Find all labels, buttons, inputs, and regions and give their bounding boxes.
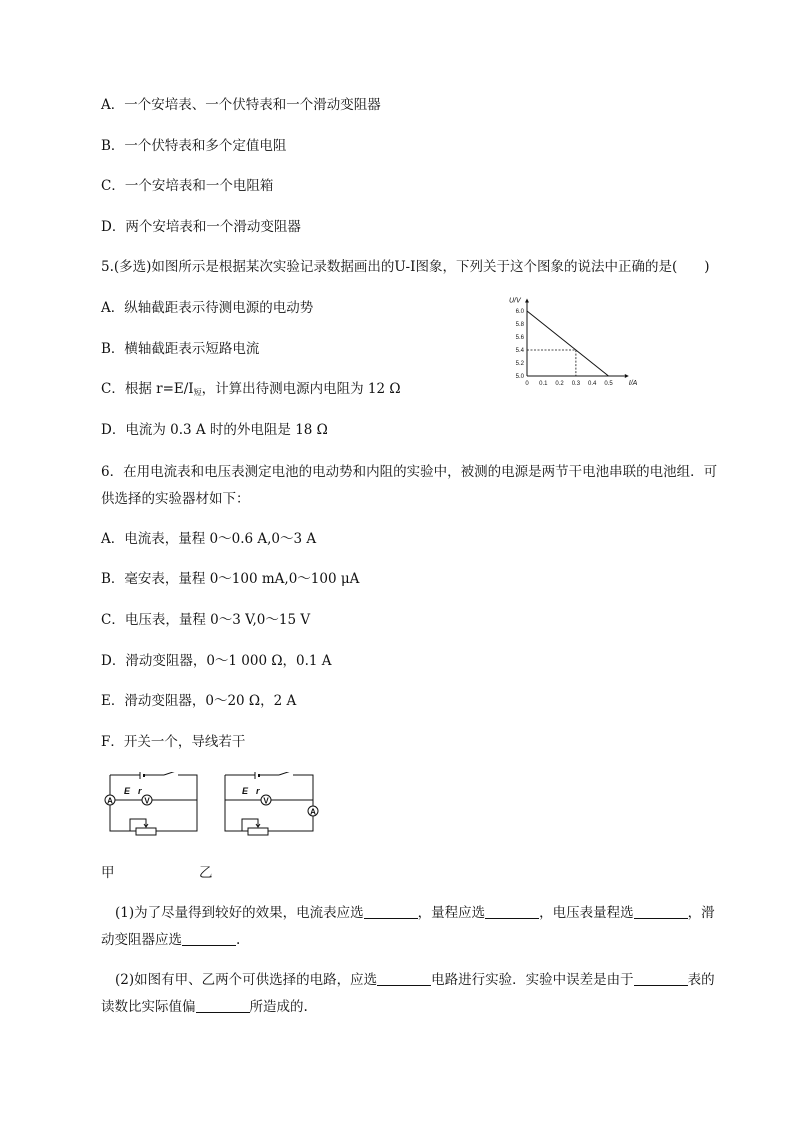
x-tick-label: 0.1	[539, 381, 548, 387]
y-tick-label: 5.8	[515, 322, 524, 328]
q6-part1-text-2: ，量程应选	[417, 905, 486, 921]
q5-option-c-subscript: 短	[193, 388, 202, 397]
q6-part2-text-4: 读数比实际值偏	[101, 999, 196, 1015]
q5-option-b: B．横轴截距表示短路电流	[101, 341, 260, 357]
q6-part2-text-5: 所造成的.	[249, 999, 308, 1015]
q5-option-c-formula: C．根据 r=E/I	[101, 381, 194, 397]
q6-option-e: E．滑动变阻器，0～20 Ω，2 A	[101, 693, 297, 709]
q6-stem-line2: 供选择的实验器材如下：	[101, 491, 250, 507]
q6-part1-text-1: (1)为了尽量得到较好的效果，电流表应选	[115, 905, 364, 921]
q4-option-a: A．一个安培表、一个伏特表和一个滑动变阻器	[101, 97, 381, 113]
q4-option-c: C．一个安培表和一个电阻箱	[101, 178, 274, 194]
q6-part1-text-3: ，电压表量程选	[539, 905, 634, 921]
y-tick-label: 5.6	[515, 335, 524, 341]
q6-option-b: B．毫安表，量程 0～100 mA,0～100 μA	[101, 571, 360, 587]
q6-part2-line1	[115, 971, 715, 989]
x-tick-label: 0.3	[571, 381, 581, 387]
x-tick-label: 0	[525, 381, 529, 387]
q5-stem: 5.(多选)如图所示是根据某次实验记录数据画出的U-I图象，下列关于这个图象的说法中正确的是( )	[101, 259, 710, 275]
answer-blank-deviation[interactable]	[196, 998, 250, 1013]
emf-label: E	[242, 786, 249, 796]
y-axis-label: U/V	[509, 297, 521, 305]
q6-option-d: D．滑动变阻器，0～1 000 Ω，0.1 A	[101, 653, 332, 669]
y-tick-label: 5.0	[515, 374, 524, 380]
y-axis-arrow	[525, 299, 529, 303]
q6-option-a: A．电流表，量程 0～0.6 A,0～3 A	[101, 531, 317, 547]
chart-layer	[509, 298, 638, 388]
x-tick-label: 0.4	[588, 381, 597, 387]
guide-dashed-line	[527, 350, 576, 376]
q5-option-d: D．电流为 0.3 A 时的外电阻是 18 Ω	[101, 422, 328, 438]
q6-part1-line2	[101, 931, 240, 949]
circuit-label-yi: 乙	[199, 865, 213, 881]
voltmeter-label: V	[144, 796, 150, 806]
q6-stem-line1: 6．在用电流表和电压表测定电池的电动势和内阻的实验中，被测的电源是两节干电池串联的电池组．可	[101, 464, 718, 480]
x-axis-arrow	[625, 374, 629, 378]
q6-part2-text-1: (2)如图有甲、乙两个可供选择的电路，应选	[115, 972, 378, 988]
q6-part1-text-6: .	[236, 932, 241, 948]
y-tick-label: 5.4	[515, 348, 524, 354]
q6-part2-line2	[101, 998, 308, 1016]
answer-blank-rheostat[interactable]	[182, 931, 236, 946]
q6-part1-text-5: 动变阻器应选	[101, 932, 182, 948]
y-tick-label: 6.0	[515, 309, 524, 315]
internal-resistance-label: r	[256, 786, 260, 796]
q5-option-c	[101, 380, 401, 402]
circuit-jia	[102, 772, 202, 838]
q4-option-b: B．一个伏特表和多个定值电阻	[101, 138, 287, 154]
q6-option-c: C．电压表，量程 0～3 V,0～15 V	[101, 612, 311, 628]
q6-part2-text-3: 表的	[687, 972, 715, 988]
q5-option-c-rest: ，计算出待测电源内电阻为 12 Ω	[201, 381, 401, 397]
q6-part1-line1	[115, 904, 715, 922]
x-axis-label: I/A	[628, 380, 638, 387]
x-tick-label: 0.2	[555, 381, 564, 387]
q6-part1-text-4: ，滑	[687, 905, 715, 921]
answer-blank-meter[interactable]	[634, 971, 688, 986]
rheostat-icon	[248, 828, 268, 835]
data-line	[527, 311, 609, 376]
q4-option-d: D．两个安培表和一个滑动变阻器	[101, 219, 301, 235]
answer-blank-range[interactable]	[485, 904, 539, 919]
ui-graph	[505, 288, 645, 388]
q6-part2-text-2: 电路进行实验．实验中误差是由于	[431, 972, 634, 988]
x-tick-label: 0.5	[604, 381, 613, 387]
emf-label: E	[124, 786, 131, 796]
voltmeter-label: V	[263, 796, 269, 806]
ammeter-label: A	[310, 807, 316, 817]
ammeter-label: A	[107, 796, 113, 806]
answer-blank-ammeter[interactable]	[364, 904, 418, 919]
answer-blank-circuit[interactable]	[377, 971, 431, 986]
q5-option-a: A．纵轴截距表示待测电源的电动势	[101, 300, 314, 316]
circuit-yi	[222, 772, 322, 838]
internal-resistance-label: r	[138, 786, 142, 796]
q6-option-f: F．开关一个，导线若干	[101, 734, 246, 750]
rheostat-icon	[136, 828, 156, 835]
answer-blank-voltmeter-range[interactable]	[634, 904, 688, 919]
y-tick-label: 5.2	[515, 361, 524, 367]
circuit-label-jia: 甲	[101, 865, 115, 881]
